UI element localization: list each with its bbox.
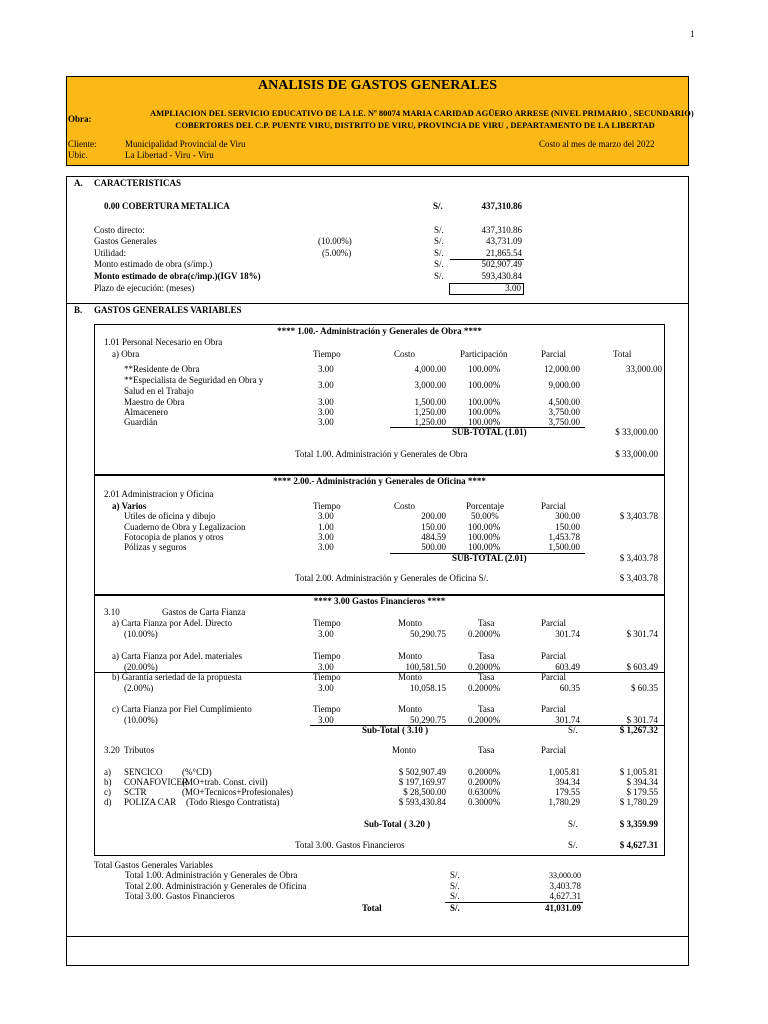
section-divider (66, 303, 689, 304)
fianza-tasa: 0.2000% (468, 683, 501, 693)
summary-title: Total Gastos Generales Variables (94, 860, 213, 870)
utilidad-currency: S/. (434, 248, 444, 258)
tributo-name: POLIZA CAR (124, 797, 177, 807)
fianza-monto: 50,290.75 (410, 629, 446, 639)
block-1-group: a) Obra (112, 349, 140, 359)
tributo-monto: $ 593,430.84 (398, 797, 446, 807)
monto-con-imp-label: Monto estimado de obra(c/imp.)(IGV 18%) (94, 271, 261, 281)
fianza-header-parcial: Parcial (541, 651, 566, 661)
block-1-total-label: Total 1.00. Administración y Generales de Obra (295, 449, 468, 459)
table-row-label: **Especialista de Seguridad en Obra y (124, 375, 264, 385)
monto-sin-imp-value: 502,907.49 (481, 259, 522, 269)
subtotal-310-currency: S/. (568, 725, 578, 735)
table-row-label: Utiles de oficina y dibujo (124, 511, 216, 521)
table-row-participacion: 100.00% (468, 397, 501, 407)
table-row-parcial: 3,750.00 (548, 417, 580, 427)
table-row-costo: 1,250.00 (414, 407, 446, 417)
tributo-desc: (%°CD) (182, 767, 212, 777)
table-row-parcial: 1,500.00 (548, 542, 580, 552)
monto-sin-imp-label: Monto estimado de obra (s/imp.) (94, 259, 213, 269)
utilidad-pct: (5.00%) (322, 248, 352, 258)
fianza-monto: 100,581.50 (405, 662, 446, 672)
summary-row-value: 33,000.00 (549, 871, 581, 880)
obra-description-line2: COBERTORES DEL C.P. PUENTE VIRU, DISTRITO DE VIRU, PROVINCIA DE VIRU , DEPARTAMENTO DE LA LIBERTAD (175, 120, 655, 130)
fianza-tiempo: 3.00 (318, 629, 334, 639)
block-1-header-parcial: Parcial (541, 349, 566, 359)
monto-con-imp-value: 593,430.84 (481, 271, 522, 281)
table-row-participacion: 100.00% (468, 407, 501, 417)
section-b-letter: B. (74, 305, 83, 315)
summary-row-value: 4,627.31 (549, 891, 581, 901)
table-row-label: Pólizas y seguros (124, 542, 187, 552)
table-row-label: Fotocopia de planos y otros (124, 532, 224, 542)
summary-row-label: Total 3.00. Gastos Financieros (125, 891, 235, 901)
block-1-header-costo: Costo (394, 349, 416, 359)
page-number: 1 (690, 29, 695, 39)
fianza-header-tiempo: Tiempo (313, 704, 341, 714)
block-1-title: **** 1.00.- Administración y Generales de Obra **** (277, 326, 482, 336)
fianza-name: a) Carta Fianza por Adel. materiales (112, 651, 242, 661)
utilidad-value: 21,865.54 (486, 248, 522, 258)
fianza-header-tiempo: Tiempo (313, 618, 341, 628)
obra-label: Obra: (68, 114, 92, 124)
tributo-letter: c) (104, 787, 111, 797)
fianza-header-tasa: Tasa (478, 704, 495, 714)
fianza-monto: 10,058.15 (410, 683, 446, 693)
tributo-tasa: 0.2000% (468, 777, 501, 787)
summary-total-currency: S/. (450, 903, 460, 913)
fianza-header-tiempo: Tiempo (313, 672, 341, 682)
table-row-parcial: 4,500.00 (548, 397, 580, 407)
fianza-tiempo: 3.00 (318, 715, 334, 725)
table-row-porcentaje: 100.00% (468, 532, 501, 542)
fianza-parcial: 603.49 (555, 662, 580, 672)
cliente-label: Cliente: (68, 139, 97, 149)
section-a-letter: A. (74, 178, 83, 188)
fianza-total: $ 301.74 (626, 629, 658, 639)
subtotal-310-label: Sub-Total ( 3.10 ) (362, 725, 429, 735)
fianza-tasa: 0.2000% (468, 662, 501, 672)
gastos-generales-currency: S/. (434, 236, 444, 246)
fianza-name: b) Garantía seriedad de la propuesta (112, 672, 242, 682)
ubic-label: Ubic. (68, 150, 88, 160)
block-2-subtotal-label: SUB-TOTAL (2.01) (452, 553, 527, 563)
subtotal-310-value: $ 1,267.32 (619, 725, 658, 735)
tributo-parcial: 179.55 (555, 787, 580, 797)
table-row-label: Guardián (124, 417, 158, 427)
gastos-generales-pct: (10.00%) (318, 236, 352, 246)
block-1-subtitle: 1.01 Personal Necesario en Obra (104, 337, 223, 347)
tributo-monto: $ 502,907.49 (398, 767, 446, 777)
block-3-total-value: $ 4,627.31 (619, 840, 658, 850)
fianza-pct: (10.00%) (124, 629, 158, 639)
summary-row-value: 3,403.78 (549, 881, 581, 891)
table-row-tiempo: 3.00 (318, 542, 334, 552)
fianza-name: a) Carta Fianza por Adel. Directo (112, 618, 232, 628)
table-row-label: Almacenero (124, 407, 168, 417)
table-row-label-2: Salud en el Trabajo (124, 386, 194, 396)
table-row-costo: 3,000.00 (414, 380, 446, 390)
monto-sin-imp-currency: S/. (434, 259, 444, 269)
summary-total-value: 41,031.09 (545, 903, 581, 913)
tributo-letter: a) (104, 767, 111, 777)
fianza-parcial: 60.35 (559, 683, 580, 693)
costo-directo-value: 437,310.86 (481, 225, 522, 235)
tributo-desc: (MO+Tecnicos+Profesionales) (182, 787, 293, 797)
ubic-value: La Libertad - Viru - Viru (125, 150, 214, 160)
tributo-letter: b) (104, 777, 112, 787)
block-2-header-costo: Costo (394, 501, 416, 511)
fianza-parcial: 301.74 (555, 629, 580, 639)
fianza-total: $ 603.49 (626, 662, 658, 672)
table-row-label: **Residente de Obra (124, 364, 200, 374)
fianza-header-parcial: Parcial (541, 704, 566, 714)
table-row-parcial: 150.00 (555, 522, 580, 532)
costo-directo-currency: S/. (434, 225, 444, 235)
fianza-total: $ 60.35 (631, 683, 658, 693)
monto-con-imp-currency: S/. (434, 271, 444, 281)
table-row-porcentaje: 100.00% (468, 542, 501, 552)
block-2-title: **** 2.00.- Administración y Generales de Oficina **** (273, 476, 486, 486)
cobertura-label: 0.00 COBERTURA METALICA (104, 201, 230, 211)
fianza-tiempo: 3.00 (318, 662, 334, 672)
block-2-subtotal-value: $ 3,403.78 (619, 553, 658, 563)
gastos-generales-label: Gastos Generales (94, 236, 157, 246)
tributo-tasa: 0.3000% (468, 797, 501, 807)
block-1-subtotal-value: $ 33,000.00 (615, 427, 658, 437)
block-2-total-label: Total 2.00. Administración y Generales de Oficina S/. (295, 573, 489, 583)
block-3-sub-num: 3.10 (104, 607, 120, 617)
fianza-header-monto: Monto (398, 651, 423, 661)
tributo-name: SENCICO (124, 767, 163, 777)
table-row-porcentaje: 100.00% (468, 522, 501, 532)
cobertura-value: 437,310.86 (481, 201, 522, 211)
fianza-header-monto: Monto (398, 618, 423, 628)
fianza-parcial: 301.74 (555, 715, 580, 725)
table-row-parcial: 12,000.00 (544, 364, 580, 374)
block-2-header-tiempo: Tiempo (313, 501, 341, 511)
section-b-title: GASTOS GENERALES VARIABLES (94, 305, 242, 315)
tributo-parcial: 1,780.29 (548, 797, 580, 807)
tributo-monto: $ 197,169.97 (398, 777, 446, 787)
table-row-tiempo: 3.00 (318, 532, 334, 542)
table-row-costo: 500.00 (421, 542, 446, 552)
table-row-participacion: 100.00% (468, 380, 501, 390)
table-row-label: Maestro de Obra (124, 397, 185, 407)
table-row-label: Cuaderno de Obra y Legalizacion (124, 522, 246, 532)
table-row-costo: 1,500.00 (414, 397, 446, 407)
tributos-header-tasa: Tasa (478, 745, 495, 755)
block-3-title: **** 3.00 Gastos Financieros **** (313, 596, 446, 606)
summary-row-currency: S/. (450, 881, 460, 891)
table-row-costo: 1,250.00 (414, 417, 446, 427)
fianza-header-parcial: Parcial (541, 672, 566, 682)
fianza-header-monto: Monto (398, 672, 423, 682)
tributos-header-monto: Monto (392, 745, 417, 755)
tributo-monto: $ 28,500.00 (403, 787, 446, 797)
block-1-subtotal-label: SUB-TOTAL (1.01) (452, 427, 527, 437)
tributo-tasa: 0.6300% (468, 787, 501, 797)
table-row-costo: 150.00 (421, 522, 446, 532)
bottom-divider (66, 936, 689, 937)
table-row-participacion: 100.00% (468, 364, 501, 374)
summary-row-label: Total 2.00. Administración y Generales de Oficina (125, 881, 307, 891)
summary-row-label: Total 1.00. Administración y Generales de Obra (125, 870, 298, 880)
tributos-num: 3.20 (104, 745, 120, 755)
fianza-pct: (20.00%) (124, 662, 158, 672)
tributo-parcial: 1,005.81 (548, 767, 580, 777)
block-2-group: a) Varios (112, 501, 147, 511)
block-3-total-currency: S/. (568, 840, 578, 850)
table-row-tiempo: 3.00 (318, 407, 334, 417)
tributo-parcial: 394.34 (555, 777, 580, 787)
tributo-total: $ 1,780.29 (619, 797, 658, 807)
table-row-parcial: 300.00 (555, 511, 580, 521)
tributo-desc: (MO+trab. Const. civil) (182, 777, 268, 787)
tributo-total: $ 179.55 (626, 787, 658, 797)
plazo-label: Plazo de ejecución: (meses) (94, 283, 195, 293)
tributo-tasa: 0.2000% (468, 767, 501, 777)
block-2-row-total: $ 3,403.78 (619, 511, 658, 521)
fianza-pct: (10.00%) (124, 715, 158, 725)
fianza-header-monto: Monto (398, 704, 423, 714)
subtotal-320-value: $ 3,359.99 (619, 819, 658, 829)
tributos-header-parcial: Parcial (541, 745, 566, 755)
fianza-header-parcial: Parcial (541, 618, 566, 628)
tributo-name: SCTR (124, 787, 147, 797)
fianza-total: $ 301.74 (626, 715, 658, 725)
block-3-sub-label: Gastos de Carta Fianza (162, 607, 246, 617)
fianza-header-tasa: Tasa (478, 618, 495, 628)
table-row-tiempo: 3.00 (318, 380, 334, 390)
table-row-participacion: 100.00% (468, 417, 501, 427)
block-2-header-porcentaje: Porcentaje (466, 501, 504, 511)
fianza-header-tiempo: Tiempo (313, 651, 341, 661)
gastos-generales-value: 43,731.09 (486, 236, 522, 246)
section-a-title: CARACTERISTICAS (94, 178, 182, 188)
tributo-desc: (Todo Riesgo Contratista) (186, 797, 280, 807)
fianza-name: c) Carta Fianza por Fiel Cumplimiento (112, 704, 252, 714)
tributo-total: $ 394.34 (626, 777, 658, 787)
fianza-tasa: 0.2000% (468, 715, 501, 725)
fianza-header-tasa: Tasa (478, 672, 495, 682)
costo-fecha: Costo al mes de marzo del 2022 (539, 139, 655, 149)
fianza-pct: (2.00%) (124, 683, 154, 693)
tributos-label: Tributos (124, 745, 155, 755)
summary-row-currency: S/. (450, 870, 460, 880)
table-row-costo: 484.59 (421, 532, 446, 542)
table-row-costo: 200.00 (421, 511, 446, 521)
block-1-total-value: $ 33,000.00 (615, 449, 658, 459)
subtotal-320-label: Sub-Total ( 3.20 ) (364, 819, 431, 829)
table-row-tiempo: 3.00 (318, 364, 334, 374)
table-row-costo: 4,000.00 (414, 364, 446, 374)
tributo-total: $ 1,005.81 (619, 767, 658, 777)
fianza-monto: 50,290.75 (410, 715, 446, 725)
fianza-tiempo: 3.00 (318, 683, 334, 693)
table-row-parcial: 1,453.78 (548, 532, 580, 542)
block-3-total-label: Total 3.00. Gastos Financieros (295, 840, 405, 850)
table-row-parcial: 9,000.00 (548, 380, 580, 390)
block-2-header-parcial: Parcial (541, 501, 566, 511)
table-row-tiempo: 3.00 (318, 397, 334, 407)
block-1-header-tiempo: Tiempo (313, 349, 341, 359)
tributo-name: CONAFOVICER (124, 777, 189, 787)
block-1-row-total: 33,000.00 (626, 364, 662, 374)
subtotal-320-currency: S/. (568, 819, 578, 829)
block-2-total-value: $ 3,403.78 (619, 573, 658, 583)
table-row-tiempo: 3.00 (318, 511, 334, 521)
table-row-tiempo: 1.00 (318, 522, 334, 532)
table-row-porcentaje: 50.00% (471, 511, 499, 521)
fianza-tasa: 0.2000% (468, 629, 501, 639)
costo-directo-label: Costo directo: (94, 225, 145, 235)
table-row-tiempo: 3.00 (318, 417, 334, 427)
document-title: ANALISIS DE GASTOS GENERALES (258, 78, 497, 93)
table-row-parcial: 3,750.00 (548, 407, 580, 417)
tributo-letter: d) (104, 797, 112, 807)
summary-row-currency: S/. (450, 891, 460, 901)
plazo-value: 3.00 (505, 283, 521, 293)
cobertura-currency: S/. (433, 201, 443, 211)
obra-description-line1: AMPLIACION DEL SERVICIO EDUCATIVO DE LA I.E. Nº 80074 MARIA CARIDAD AGÜERO ARRESE (NIVEL PRIMARIO , SECUNDARIO) (150, 108, 694, 118)
block-2-subtitle: 2.01 Administracion y Oficina (104, 489, 214, 499)
utilidad-label: Utilidad: (94, 248, 126, 258)
block-1-header-participacion: Participación (460, 349, 508, 359)
cliente-value: Municipalidad Provincial de Viru (125, 139, 246, 149)
summary-total-label: Total (362, 903, 382, 913)
block-1-header-total: Total (613, 349, 632, 359)
fianza-header-tasa: Tasa (478, 651, 495, 661)
